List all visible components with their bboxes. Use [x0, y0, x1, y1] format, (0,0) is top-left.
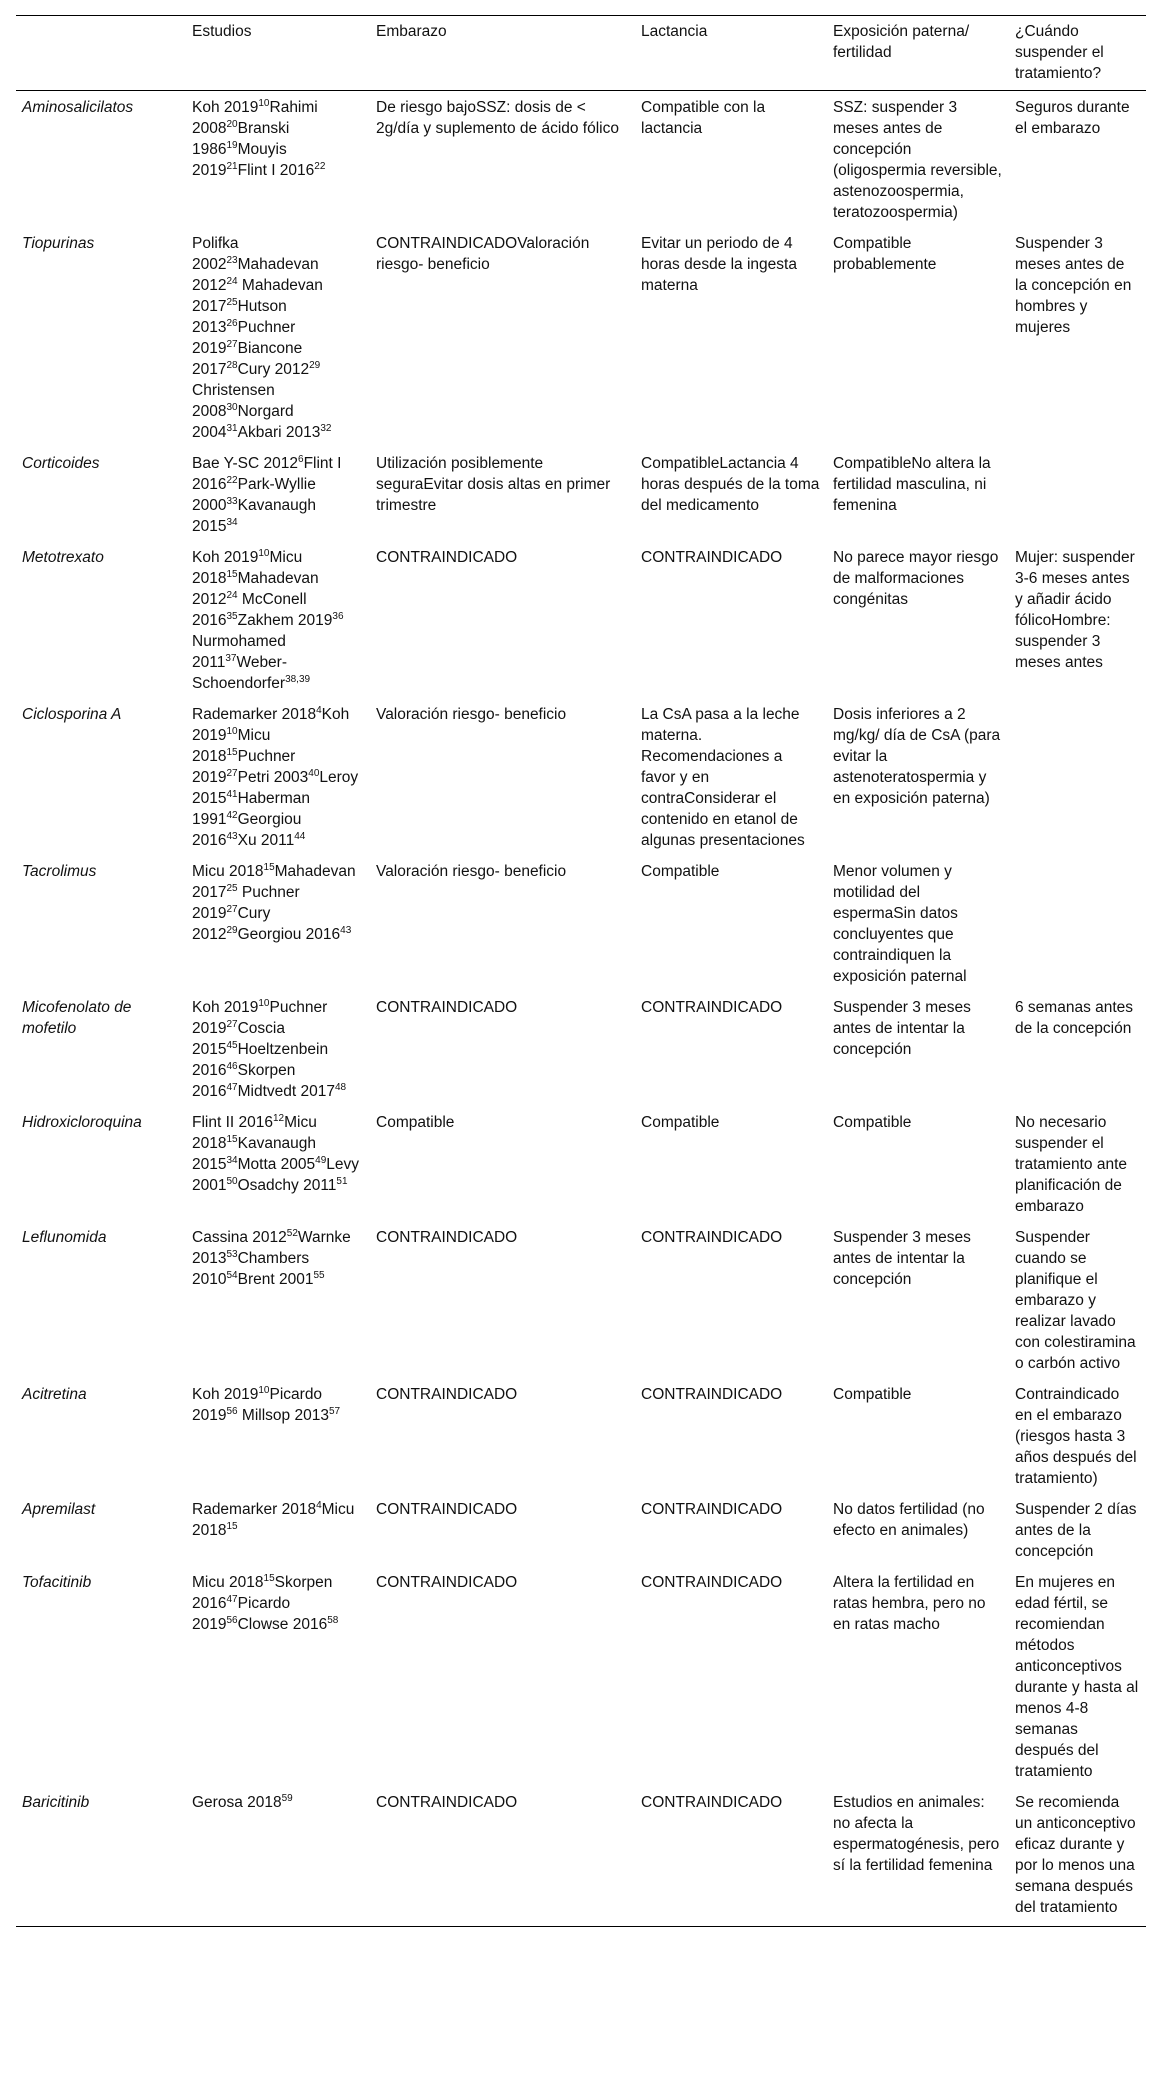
study-author: Norgard 2004	[192, 403, 294, 441]
study-reference: 24	[226, 590, 238, 601]
study-reference: 27	[226, 339, 238, 350]
study-reference: 42	[226, 810, 238, 821]
lactation-cell: Evitar un periodo de 4 horas desde la ingesta materna	[641, 235, 797, 294]
studies-cell	[186, 1790, 370, 1927]
drug-name-cell: Ciclosporina A	[22, 706, 122, 723]
study-reference: 20	[226, 119, 238, 130]
study-reference: 10	[258, 1385, 270, 1396]
study-author: Gerosa 2018	[192, 1794, 282, 1811]
fertility-cell: Estudios en animales: no afecta la espermatogénesis, pero sí la fertilidad femenina	[833, 1794, 1000, 1874]
study-reference: 27	[226, 768, 238, 779]
fertility-cell: No parece mayor riesgo de malformaciones congénitas	[833, 549, 999, 608]
study-reference: 33	[226, 496, 238, 507]
fertility-cell: Compatible	[833, 1114, 912, 1131]
study-reference: 46	[226, 1061, 238, 1072]
fertility-cell: Menor volumen y motilidad del espermaSin datos concluyentes que contraindiquen la exposición paternal	[833, 863, 967, 985]
study-reference: 15	[226, 1521, 238, 1532]
studies-cell	[186, 859, 370, 995]
fertility-cell: Dosis inferiores a 2 mg/kg/ día de CsA (para evitar la astenoteratospermia y en exposición paterna)	[833, 706, 1001, 807]
table-row	[16, 231, 1146, 451]
table-row	[16, 995, 1146, 1110]
study-reference: 30	[226, 402, 238, 413]
study-reference: 27	[226, 1019, 238, 1030]
pregnancy-cell: CONTRAINDICADO	[376, 549, 518, 566]
study-reference: 55	[313, 1270, 325, 1281]
table-row	[16, 451, 1146, 545]
study-author: Mahadevan 2012	[192, 256, 319, 294]
study-author: Koh 2019	[192, 549, 259, 566]
fertility-cell: Suspender 3 meses antes de intentar la concepción	[833, 1229, 971, 1288]
fertility-cell: No datos fertilidad (no efecto en animales)	[833, 1501, 985, 1539]
lactation-cell: Compatible con la lactancia	[641, 99, 766, 137]
drug-name-cell: Tacrolimus	[22, 863, 97, 880]
study-author: Clowse 2016	[237, 1616, 328, 1633]
study-author: Coscia 2015	[192, 1020, 285, 1058]
pregnancy-cell: CONTRAINDICADO	[376, 1229, 518, 1246]
fertility-cell: Compatible	[833, 1386, 912, 1403]
study-reference: 34	[226, 1155, 238, 1166]
lactation-cell: Compatible	[641, 863, 720, 880]
study-reference: 54	[226, 1270, 238, 1281]
studies-cell	[186, 231, 370, 451]
study-reference: 28	[226, 360, 238, 371]
study-reference: 58	[327, 1615, 339, 1626]
study-reference: 25	[226, 883, 238, 894]
lactation-cell: La CsA pasa a la leche materna. Recomendaciones a favor y en contraConsiderar el contenido en etanol de algunas presentaciones	[641, 706, 805, 849]
study-author: Micu 2018	[192, 1501, 355, 1539]
studies-cell	[186, 1382, 370, 1497]
lactation-cell: CONTRAINDICADO	[641, 999, 783, 1016]
header-studies: Estudios	[192, 23, 252, 40]
stop-treatment-cell: En mujeres en edad fértil, se recomiendan métodos anticonceptivos durante y hasta al menos 4-8 semanas después del tratamiento	[1015, 1574, 1139, 1780]
studies-cell	[186, 545, 370, 702]
study-author: Zakhem 2019	[237, 612, 333, 629]
stop-treatment-cell: Suspender cuando se planifique el embarazo y realizar lavado con colestiramina o carbón activo	[1015, 1229, 1136, 1372]
table-row	[16, 1497, 1146, 1570]
pregnancy-cell: CONTRAINDICADO	[376, 1574, 518, 1591]
study-author: Hoeltzenbein 2016	[192, 1041, 329, 1079]
study-author: Xu 2011	[237, 832, 295, 849]
study-author: Puchner 2019	[192, 748, 296, 786]
study-reference: 24	[226, 276, 238, 287]
study-reference: 32	[320, 423, 332, 434]
study-reference: 26	[226, 318, 238, 329]
stop-treatment-cell: Suspender 2 días antes de la concepción	[1015, 1501, 1137, 1560]
fertility-cell: SSZ: suspender 3 meses antes de concepción (oligospermia reversible, astenozoospermia, teratozoospermia)	[833, 99, 1002, 221]
studies-cell	[186, 1110, 370, 1225]
lactation-cell: CONTRAINDICADO	[641, 549, 783, 566]
study-reference: 40	[308, 768, 320, 779]
table-row	[16, 859, 1146, 995]
pregnancy-cell: De riesgo bajoSSZ: dosis de < 2g/día y suplemento de ácido fólico	[376, 99, 619, 137]
study-author: Georgiou 2016	[192, 811, 302, 849]
study-author: Koh 2019	[192, 99, 259, 116]
study-reference: 10	[258, 998, 270, 1009]
study-reference: 48	[334, 1082, 347, 1093]
study-author: Flint I 2016	[192, 455, 342, 493]
studies-cell	[186, 995, 370, 1110]
studies-cell	[186, 702, 370, 859]
stop-treatment-cell	[1009, 702, 1146, 859]
table-row	[16, 702, 1146, 859]
study-reference: 6	[298, 454, 304, 465]
drug-name-cell: Hidroxicloroquina	[22, 1114, 142, 1131]
drug-name-cell: Tiopurinas	[22, 235, 95, 252]
study-author: Rahimi 2008	[192, 99, 318, 137]
study-author: Koh 2019	[192, 706, 350, 744]
lactation-cell: Compatible	[641, 1114, 720, 1131]
stop-treatment-cell: No necesario suspender el tratamiento ante planificación de embarazo	[1015, 1114, 1128, 1215]
drug-name-cell: Micofenolato de mofetilo	[22, 999, 132, 1037]
study-reference: 53	[226, 1249, 238, 1260]
studies-cell	[186, 1497, 370, 1570]
study-author: Bae Y-SC 2012	[192, 455, 299, 472]
study-reference: 38,39	[285, 674, 311, 685]
study-reference: 49	[315, 1155, 327, 1166]
stop-treatment-cell	[1009, 859, 1146, 995]
fertility-cell: Compatible probablemente	[833, 235, 937, 273]
header-stop: ¿Cuándo suspender el tratamiento?	[1015, 23, 1104, 82]
study-reference: 15	[263, 1573, 275, 1584]
study-author: Flint II 2016	[192, 1114, 273, 1131]
study-reference: 45	[226, 1040, 238, 1051]
study-author: Midtvedt 2017	[237, 1083, 335, 1100]
header-lactation: Lactancia	[641, 23, 708, 40]
table-row	[16, 1382, 1146, 1497]
drug-name-cell: Metotrexato	[22, 549, 104, 566]
study-reference: 22	[314, 161, 326, 172]
study-reference: 25	[226, 297, 238, 308]
table-row	[16, 1570, 1146, 1790]
study-reference: 15	[263, 862, 275, 873]
study-author: Levy 2001	[192, 1156, 360, 1194]
study-reference: 37	[225, 653, 237, 664]
fertility-cell: Altera la fertilidad en ratas hembra, pero no en ratas macho	[833, 1574, 986, 1633]
drug-name-cell: Aminosalicilatos	[22, 99, 134, 116]
study-author: Rademarker 2018	[192, 1501, 317, 1518]
header-pregnancy: Embarazo	[376, 23, 447, 40]
stop-treatment-cell: Suspender 3 meses antes de la concepción en hombres y mujeres	[1015, 235, 1132, 336]
study-author: Mahadevan 2012	[192, 570, 319, 608]
study-reference: 21	[226, 161, 238, 172]
study-author: Micu 2018	[192, 727, 271, 765]
study-reference: 10	[226, 726, 238, 737]
study-author: Chambers 2010	[192, 1250, 310, 1288]
study-author: Cury 2012	[237, 361, 310, 378]
study-author: Cury 2012	[192, 905, 271, 943]
study-author: Puchner 2019	[192, 884, 300, 922]
study-author: Osadchy 2011	[237, 1177, 337, 1194]
study-author: Micu 2018	[192, 863, 264, 880]
studies-cell	[186, 1225, 370, 1382]
table-header	[16, 16, 1146, 91]
pregnancy-cell: Compatible	[376, 1114, 455, 1131]
study-reference: 34	[226, 517, 238, 528]
stop-treatment-cell	[1009, 451, 1146, 545]
drug-name-cell: Apremilast	[22, 1501, 96, 1518]
drug-name-cell: Tofacitinib	[22, 1574, 92, 1591]
studies-cell	[186, 451, 370, 545]
study-reference: 36	[332, 611, 344, 622]
study-author: Millsop 2013	[237, 1407, 329, 1424]
study-reference: 15	[226, 747, 238, 758]
study-author: Mahadevan 2017	[192, 277, 323, 315]
study-author: Puchner 2019	[192, 999, 328, 1037]
table-row	[16, 91, 1146, 232]
lactation-cell: CONTRAINDICADO	[641, 1229, 783, 1246]
study-reference: 47	[226, 1594, 238, 1605]
pregnancy-cell: CONTRAINDICADO	[376, 1794, 518, 1811]
stop-treatment-cell: Contraindicado en el embarazo (riesgos hasta 3 años después del tratamiento)	[1015, 1386, 1137, 1487]
fertility-cell: CompatibleNo altera la fertilidad masculina, ni femenina	[833, 455, 991, 514]
drug-name-cell: Baricitinib	[22, 1794, 90, 1811]
table-row	[16, 545, 1146, 702]
header-row	[16, 16, 1146, 91]
stop-treatment-cell: Mujer: suspender 3-6 meses antes y añadir ácido fólicoHombre: suspender 3 meses antes	[1015, 549, 1135, 671]
lactation-cell: CONTRAINDICADO	[641, 1794, 783, 1811]
study-reference: 52	[286, 1228, 298, 1239]
study-reference: 19	[226, 140, 238, 151]
pregnancy-cell: CONTRAINDICADO	[376, 999, 518, 1016]
studies-cell	[186, 1570, 370, 1790]
study-reference: 50	[226, 1176, 238, 1187]
stop-treatment-cell: 6 semanas antes de la concepción	[1015, 999, 1134, 1037]
study-author: Leroy 2015	[192, 769, 359, 807]
study-reference: 22	[226, 475, 238, 486]
study-reference: 47	[226, 1082, 238, 1093]
study-reference: 29	[309, 360, 321, 371]
study-reference: 41	[226, 789, 238, 800]
study-reference: 59	[281, 1793, 293, 1804]
drug-name-cell: Corticoides	[22, 455, 100, 472]
study-reference: 27	[226, 904, 238, 915]
study-author: Kavanaugh 2015	[192, 1135, 317, 1173]
study-author: Hutson 2013	[192, 298, 287, 336]
study-reference: 51	[336, 1176, 348, 1187]
study-author: Micu 2018	[192, 549, 303, 587]
study-author: Akbari 2013	[237, 424, 321, 441]
study-author: Picardo 2019	[192, 1595, 291, 1633]
header-drug	[16, 16, 186, 91]
study-author: Mouyis 2019	[192, 141, 287, 179]
study-author: Micu 2018	[192, 1574, 264, 1591]
study-reference: 4	[316, 1500, 322, 1511]
study-reference: 43	[226, 831, 238, 842]
table-row	[16, 1110, 1146, 1225]
study-author: Puchner 2019	[192, 319, 296, 357]
drug-name-cell: Leflunomida	[22, 1229, 107, 1246]
study-reference: 35	[226, 611, 238, 622]
study-reference: 56	[226, 1406, 238, 1417]
lactation-cell: CONTRAINDICADO	[641, 1386, 783, 1403]
study-reference: 29	[226, 925, 238, 936]
study-reference: 4	[316, 705, 322, 716]
study-author: Cassina 2012	[192, 1229, 287, 1246]
study-author: Christensen 2008	[192, 382, 275, 420]
study-author: Picardo 2019	[192, 1386, 323, 1424]
lactation-cell: CONTRAINDICADO	[641, 1574, 783, 1591]
study-author: Skorpen 2016	[192, 1574, 333, 1612]
study-author: Micu 2018	[192, 1114, 317, 1152]
study-author: Nurmohamed 2011	[192, 633, 286, 671]
study-reference: 15	[226, 569, 238, 580]
lactation-cell: CONTRAINDICADO	[641, 1501, 783, 1518]
study-reference: 56	[226, 1615, 238, 1626]
table-body	[16, 91, 1146, 1927]
pregnancy-cell: CONTRAINDICADOValoración riesgo- beneficio	[376, 235, 590, 273]
study-author: Koh 2019	[192, 999, 259, 1016]
study-author: Branski 1986	[192, 120, 290, 158]
study-reference: 23	[226, 255, 238, 266]
study-author: Polifka 2002	[192, 235, 239, 273]
study-author: Biancone 2017	[192, 340, 303, 378]
study-reference: 57	[328, 1406, 341, 1417]
pregnancy-cell: Utilización posiblemente seguraEvitar dosis altas en primer trimestre	[376, 455, 611, 514]
study-reference: 31	[226, 423, 238, 434]
study-author: Koh 2019	[192, 1386, 259, 1403]
study-author: Kavanaugh 2015	[192, 497, 317, 535]
drug-name-cell: Acitretina	[22, 1386, 87, 1403]
table-row	[16, 1790, 1146, 1927]
study-reference: 43	[340, 925, 352, 936]
pregnancy-cell: CONTRAINDICADO	[376, 1386, 518, 1403]
pregnancy-cell: CONTRAINDICADO	[376, 1501, 518, 1518]
pregnancy-cell: Valoración riesgo- beneficio	[376, 706, 567, 723]
pregnancy-cell: Valoración riesgo- beneficio	[376, 863, 567, 880]
study-author: Park-Wyllie 2000	[192, 476, 316, 514]
study-author: Mahadevan 2017	[192, 863, 356, 901]
fertility-cell: Suspender 3 meses antes de intentar la concepción	[833, 999, 971, 1058]
study-author: McConell 2016	[192, 591, 307, 629]
study-author: Rademarker 2018	[192, 706, 317, 723]
study-author: Georgiou 2016	[237, 926, 341, 943]
study-reference: 10	[258, 548, 270, 559]
study-author: Skorpen 2016	[192, 1062, 296, 1100]
drug-table	[16, 15, 1146, 1927]
study-reference: 10	[258, 98, 270, 109]
study-reference: 44	[294, 831, 306, 842]
studies-cell	[186, 91, 370, 232]
header-fertility: Exposición paterna/ fertilidad	[833, 23, 970, 61]
study-author: Brent 2001	[237, 1271, 314, 1288]
study-author: Haberman 1991	[192, 790, 310, 828]
stop-treatment-cell: Seguros durante el embarazo	[1015, 99, 1130, 137]
lactation-cell: CompatibleLactancia 4 horas después de la toma del medicamento	[641, 455, 820, 514]
study-author: Motta 2005	[237, 1156, 316, 1173]
stop-treatment-cell: Se recomienda un anticonceptivo eficaz durante y por lo menos una semana después del tratamiento	[1015, 1794, 1136, 1916]
study-reference: 12	[273, 1113, 285, 1124]
study-author: Petri 2003	[237, 769, 309, 786]
table-row	[16, 1225, 1146, 1382]
study-reference: 15	[226, 1134, 238, 1145]
study-author: Warnke 2013	[192, 1229, 351, 1267]
study-author: Weber-Schoendorfer	[192, 654, 288, 692]
study-author: Flint I 2016	[237, 162, 315, 179]
